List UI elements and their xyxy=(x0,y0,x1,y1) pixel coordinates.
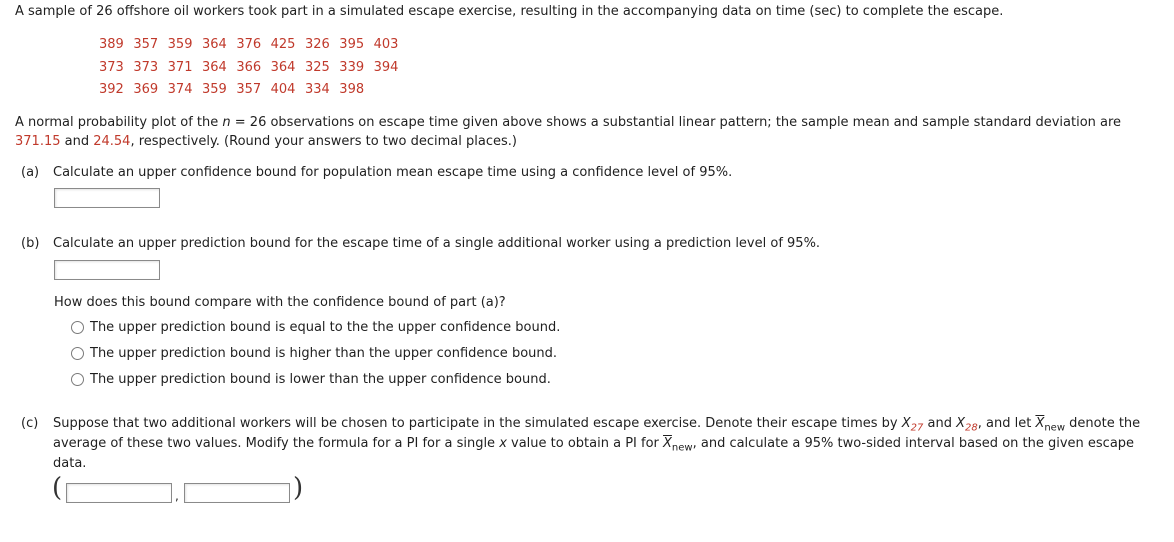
data-value: 357 xyxy=(133,37,159,52)
intro-text: A sample of 26 offshore oil workers took part in a simulated escape exercise, resulting in the accompanying data on time (sec) to complete the escape. xyxy=(15,4,1004,19)
x-letter: X xyxy=(901,416,911,431)
normal-plot-paragraph-line2 xyxy=(15,134,517,149)
data-value: 364 xyxy=(201,60,227,75)
data-value: 395 xyxy=(339,37,365,52)
part-a-label: (a) xyxy=(21,165,40,180)
part-b-label: (b) xyxy=(21,236,40,251)
radio-option-lower[interactable] xyxy=(71,373,84,386)
subscript-28: 28 xyxy=(965,422,978,434)
normal-plot-paragraph-line1 xyxy=(15,115,1121,130)
x28-symbol xyxy=(956,416,978,434)
data-value: 374 xyxy=(167,82,193,97)
para-text: and xyxy=(60,134,94,149)
data-value: 366 xyxy=(236,60,262,75)
radio-option-higher[interactable] xyxy=(71,347,84,360)
part-a-answer-input[interactable] xyxy=(54,188,160,208)
part-a-question: Calculate an upper confidence bound for population mean escape time using a confidence level of 95%. xyxy=(53,165,733,180)
x-variable: x xyxy=(499,436,507,451)
part-b-question: Calculate an upper prediction bound for the escape time of a single additional worker using a prediction level of 95%. xyxy=(53,236,821,251)
data-value: 357 xyxy=(236,82,262,97)
data-value: 364 xyxy=(201,37,227,52)
interval-upper-input[interactable] xyxy=(184,483,290,503)
interval-open-paren: ( xyxy=(52,473,63,503)
option-equal-label: The upper prediction bound is equal to the the upper confidence bound. xyxy=(90,320,561,335)
x-letter: X xyxy=(956,416,965,431)
interval-separator: , xyxy=(175,489,179,503)
xbar-new-symbol: $\overline{X}$ xyxy=(1035,416,1045,431)
data-value: 373 xyxy=(99,60,124,75)
data-value: 359 xyxy=(167,37,193,52)
part-b-answer-input[interactable] xyxy=(54,260,160,280)
data-value: 325 xyxy=(304,60,330,75)
data-value: 392 xyxy=(99,82,124,97)
data-value: 339 xyxy=(339,60,365,75)
data-row-3 xyxy=(99,82,374,97)
option-lower-label: The upper prediction bound is lower than the upper confidence bound. xyxy=(90,372,551,387)
data-value: 371 xyxy=(167,60,193,75)
data-value: 376 xyxy=(236,37,262,52)
radio-option-equal[interactable] xyxy=(71,321,84,334)
interval-close-paren: ) xyxy=(293,473,304,503)
data-value: 425 xyxy=(270,37,296,52)
subscript-new: new xyxy=(1044,422,1066,434)
data-value: 369 xyxy=(133,82,159,97)
data-value: 373 xyxy=(133,60,159,75)
data-row-1 xyxy=(99,37,408,52)
data-value: 326 xyxy=(304,37,330,52)
sample-mean: 371.15 xyxy=(15,134,61,149)
xbar-new-symbol: $\overline{X}$ xyxy=(663,436,672,451)
data-value: 359 xyxy=(201,82,227,97)
option-higher-label: The upper prediction bound is higher than the upper confidence bound. xyxy=(90,346,558,361)
part-c-text: denote the xyxy=(1065,416,1141,431)
n-variable: n xyxy=(222,115,231,130)
subscript-new: new xyxy=(671,442,693,454)
part-c-text: and let xyxy=(981,416,1036,431)
data-value: 364 xyxy=(270,60,296,75)
part-c-text: average of these two values. Modify the formula for a PI for a single xyxy=(53,436,500,451)
part-c-line3: data. xyxy=(53,456,87,471)
data-value: 404 xyxy=(270,82,296,97)
part-c-label: (c) xyxy=(21,416,39,431)
part-c-text: , xyxy=(977,416,982,431)
data-value: 394 xyxy=(373,60,399,75)
part-c-text: Suppose that two additional workers will be chosen to participate in the simulated escape exercise. Denote their escape times by xyxy=(53,416,902,431)
part-c-line1 xyxy=(53,416,1140,434)
para-text: , respectively. (Round your answers to two decimal places.) xyxy=(130,134,517,149)
part-c-text: , and calculate a 95% two-sided interval based on the given escape xyxy=(692,436,1135,451)
sample-sd: 24.54 xyxy=(93,134,131,149)
part-c-text: value to obtain a PI for xyxy=(506,436,664,451)
part-c-line2 xyxy=(53,436,1134,454)
data-value: 398 xyxy=(339,82,365,97)
part-c-text: and xyxy=(923,416,957,431)
x27-symbol xyxy=(901,416,924,434)
data-row-2 xyxy=(99,60,408,75)
interval-lower-input[interactable] xyxy=(66,483,172,503)
data-value: 334 xyxy=(304,82,330,97)
part-b-compare-question: How does this bound compare with the confidence bound of part (a)? xyxy=(54,295,506,310)
data-value: 403 xyxy=(373,37,399,52)
subscript-27: 27 xyxy=(910,422,924,434)
para-text: A normal probability plot of the xyxy=(15,115,223,130)
para-text: = 26 observations on escape time given above shows a substantial linear pattern; the sample mean and sample standard deviation are xyxy=(230,115,1122,130)
data-value: 389 xyxy=(99,37,124,52)
